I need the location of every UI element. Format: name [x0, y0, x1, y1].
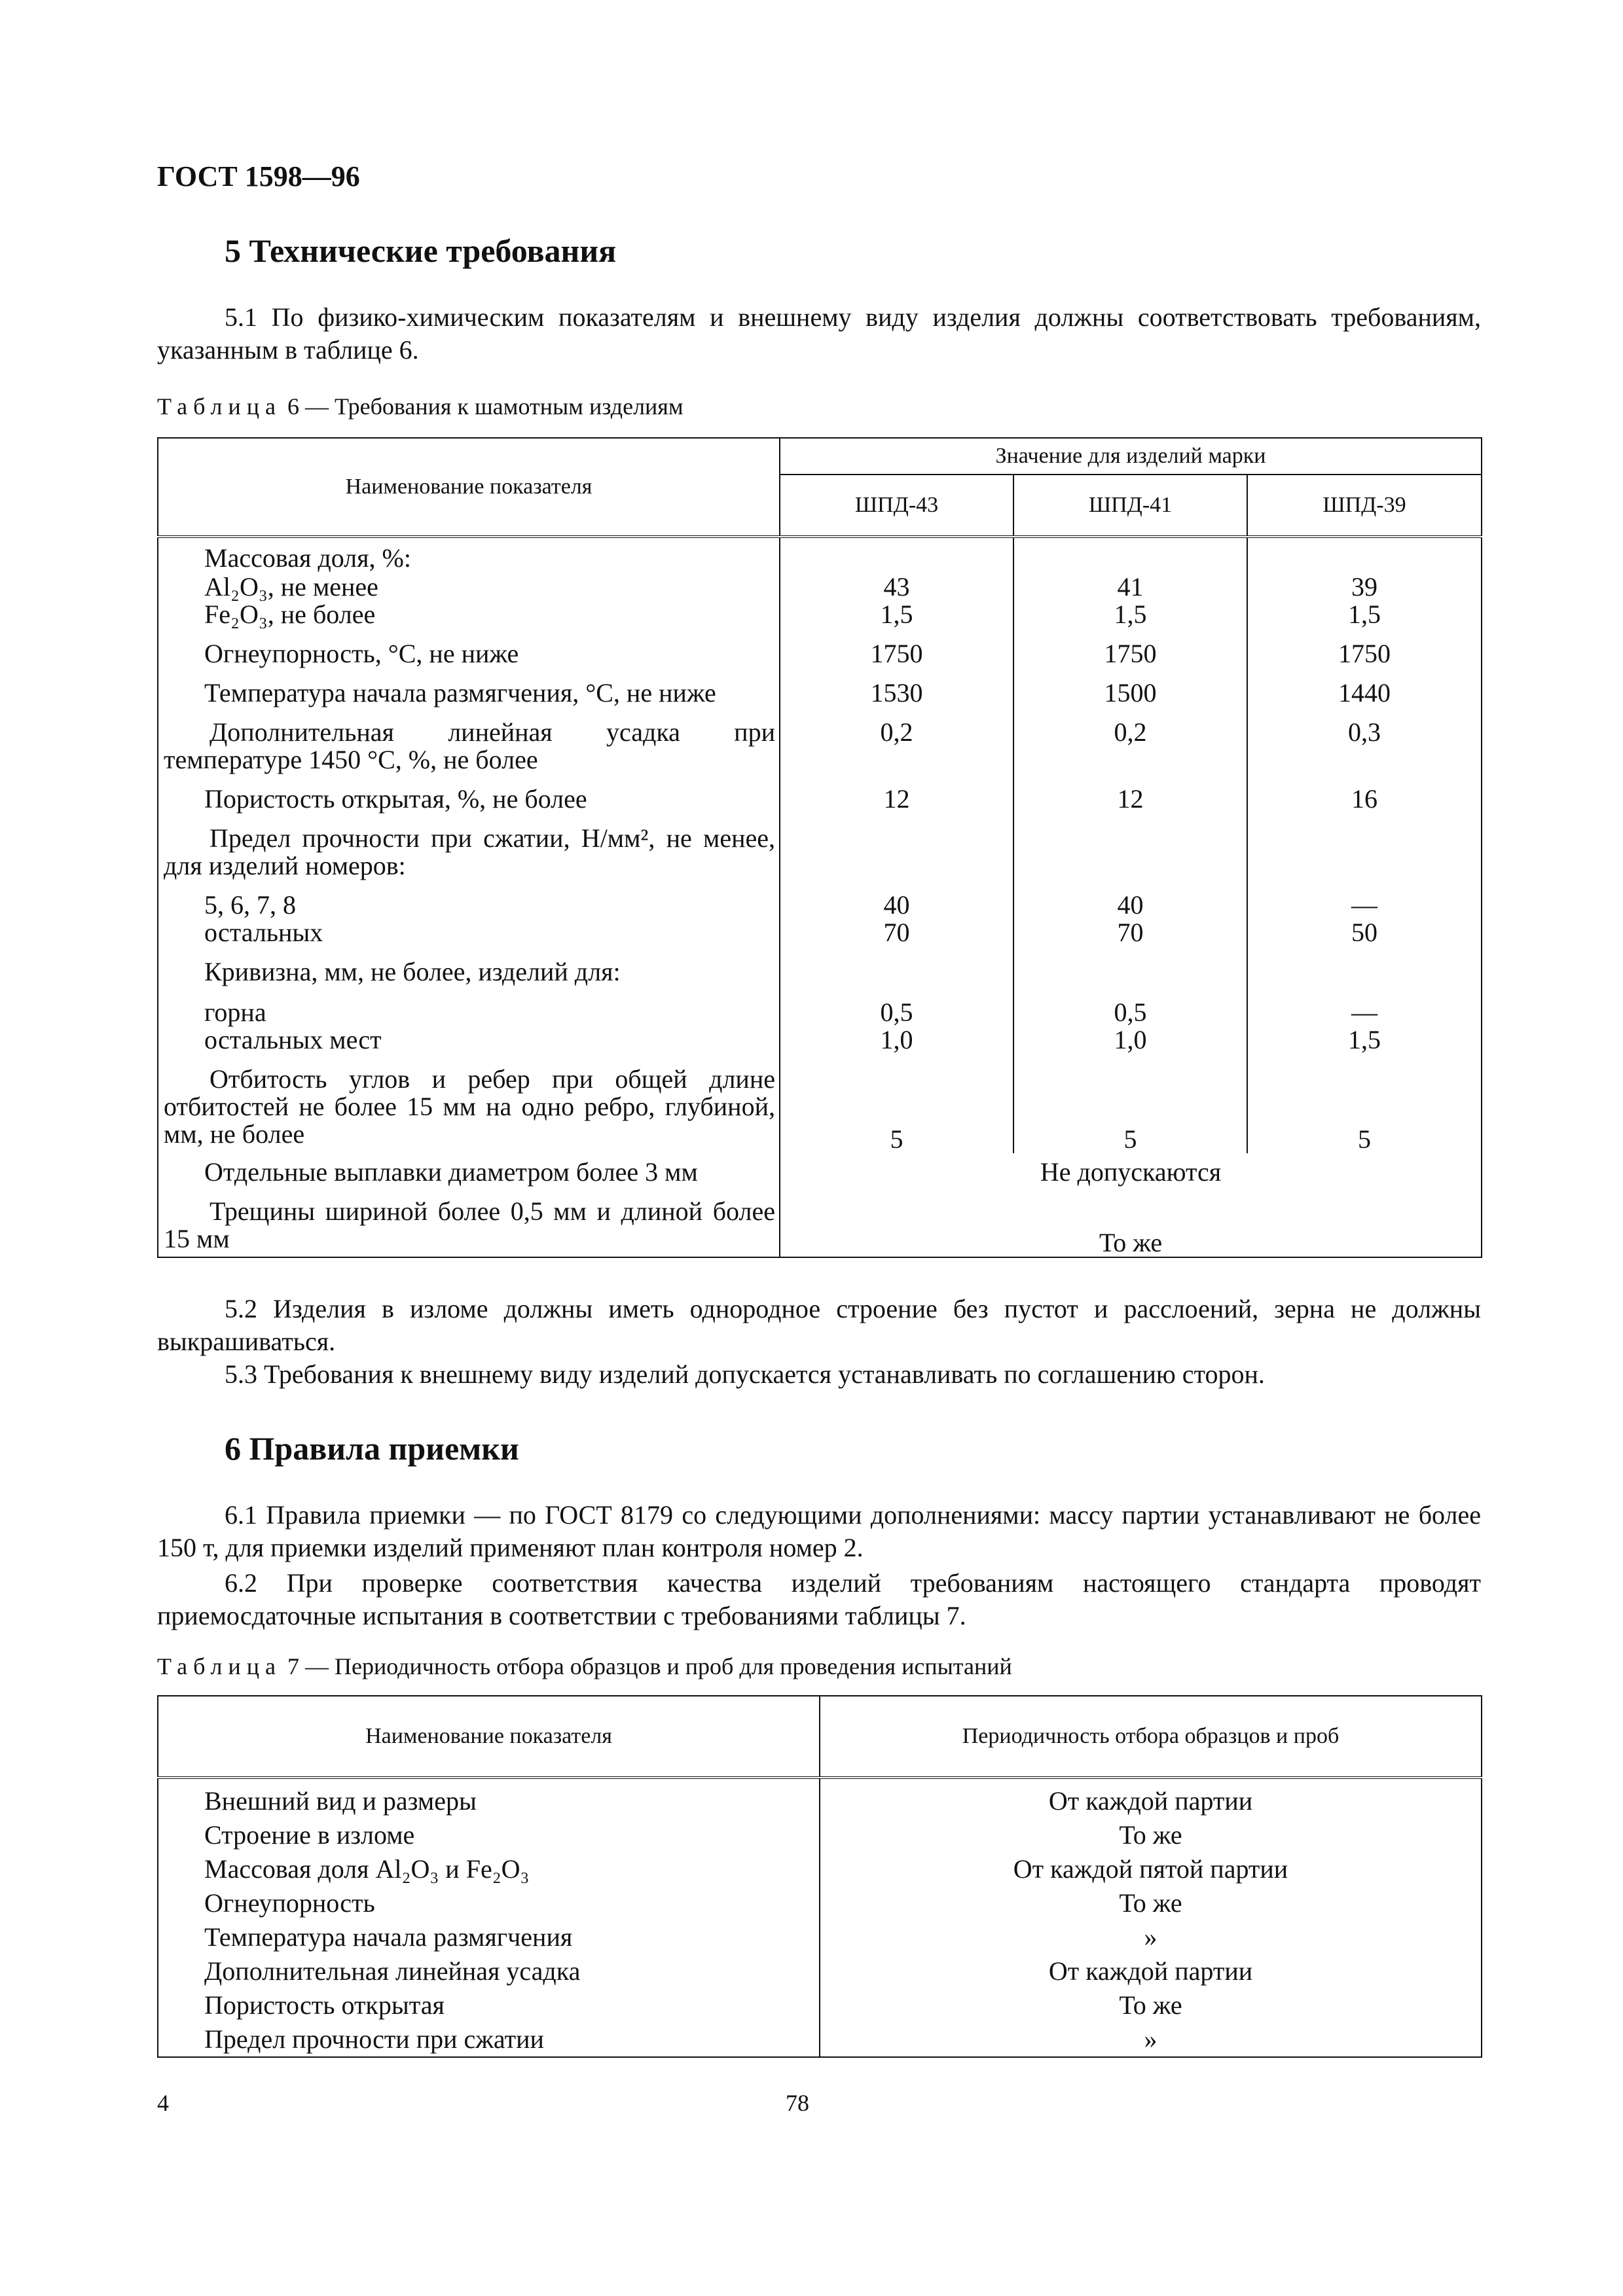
table-6-caption: [157, 393, 684, 420]
table-6-header-group: Значение для изделий марки: [780, 438, 1482, 475]
table-6-row-label: Кривизна, мм, не более, изделий для:: [158, 958, 780, 999]
paragraph-5-1: 5.1 По физико-химическим показателям и внешнему виду изделия должны соответствовать требованиям, указанным в таблице 6.: [157, 302, 1481, 365]
table-6-cell: 43: [780, 573, 1013, 601]
table-7-cell: »: [820, 1920, 1482, 1954]
table-7-cell: От каждой партии: [820, 1784, 1482, 1818]
table-6-header-name: Наименование показателя: [158, 438, 780, 537]
table-6-cell: 1530: [780, 679, 1013, 719]
table-6-row-label: Отбитость углов и ребер при общей длине отбитостей не более 15 мм на одно ребро, глубиной, мм, не более: [158, 1066, 780, 1153]
table-7-caption-word: Таблица: [157, 1653, 282, 1679]
table-7-cell: То же: [820, 1988, 1482, 2022]
table-row: [158, 1920, 1482, 1954]
table-row: [158, 1818, 1482, 1852]
table-6-cell: 5: [1013, 1066, 1247, 1153]
table-6-row-label: Предел прочности при сжатии, Н/мм², не менее, для изделий номеров:: [158, 825, 780, 891]
table-row: [158, 1988, 1482, 2022]
table-6-row-label: остальных мест: [158, 1026, 780, 1066]
table-6-header-col: ШПД-43: [780, 475, 1013, 537]
table-row: [158, 1954, 1482, 1988]
table-7-cell: От каждой пятой партии: [820, 1852, 1482, 1886]
table-7: [157, 1695, 1482, 2058]
table-6-cell-merged: То же: [780, 1198, 1482, 1257]
table-6-cell: 12: [1013, 785, 1247, 825]
table-6-row-label: Fe₂O₃, не более: [158, 601, 780, 640]
table-6-row-label: Дополнительная линейная усадка при температуре 1450 °С, %, не более: [158, 719, 780, 785]
table-6-cell: 1750: [1247, 640, 1482, 679]
table-6-cell: 41: [1013, 573, 1247, 601]
table-6-cell: 39: [1247, 573, 1482, 601]
table-6-cell: 1,5: [1247, 1026, 1482, 1066]
section-5-title: 5 Технические требования: [225, 232, 617, 269]
document-id: ГОСТ 1598—96: [157, 160, 360, 192]
table-6-cell: 40: [780, 891, 1013, 919]
table-7-cell: От каждой партии: [820, 1954, 1482, 1988]
table-7-header-period: Периодичность отбора образцов и проб: [820, 1696, 1482, 1778]
table-6-row-label: остальных: [158, 919, 780, 958]
paragraph-5-3: 5.3 Требования к внешнему виду изделий допускается устанавливать по соглашению сторон.: [225, 1359, 1265, 1389]
table-6-cell: 1,5: [1247, 601, 1482, 640]
table-6-cell: 70: [1013, 919, 1247, 958]
table-7-cell: »: [820, 2022, 1482, 2057]
table-6-cell: 0,3: [1247, 719, 1482, 785]
table-7-header-name: Наименование показателя: [158, 1696, 820, 1778]
table-7-row-label: Дополнительная линейная усадка: [158, 1954, 820, 1988]
section-6-title: 6 Правила приемки: [225, 1430, 519, 1467]
table-6-cell: 5: [1247, 1066, 1482, 1153]
table-6-cell: —: [1247, 999, 1482, 1026]
table-6-row-label: 5, 6, 7, 8: [158, 891, 780, 919]
table-6-row-label: Массовая доля, %:: [158, 545, 780, 573]
table-6-cell: 5: [780, 1066, 1013, 1153]
table-7-cell: То же: [820, 1818, 1482, 1852]
table-row: [158, 1784, 1482, 1818]
table-6-cell: 0,2: [1013, 719, 1247, 785]
table-7-row-label: Огнеупорность: [158, 1886, 820, 1920]
table-6-cell: 1500: [1013, 679, 1247, 719]
table-6-caption-text: 6 — Требования к шамотным изделиям: [287, 393, 684, 420]
table-7-row-label: Внешний вид и размеры: [158, 1784, 820, 1818]
table-row: [158, 2022, 1482, 2057]
table-6-cell: 0,5: [780, 999, 1013, 1026]
table-6-cell: 40: [1013, 891, 1247, 919]
table-7-caption-text: 7 — Периодичность отбора образцов и проб для проведения испытаний: [287, 1653, 1012, 1679]
table-6-cell: 50: [1247, 919, 1482, 958]
table-6-row-label: Отдельные выплавки диаметром более 3 мм: [158, 1153, 780, 1198]
table-6-cell: 12: [780, 785, 1013, 825]
table-row: [158, 1852, 1482, 1886]
table-6-cell-merged: Не допускаются: [780, 1153, 1482, 1198]
table-7-row-label: Температура начала размягчения: [158, 1920, 820, 1954]
table-6-cell: 1,0: [780, 1026, 1013, 1066]
table-6-row-label: Пористость открытая, %, не более: [158, 785, 780, 825]
table-6-row-label: Огнеупорность, °С, не ниже: [158, 640, 780, 679]
table-7-caption: [157, 1653, 1012, 1680]
page-number-left: 4: [157, 2090, 169, 2116]
table-6-cell: 1,5: [780, 601, 1013, 640]
table-6-cell: 1750: [1013, 640, 1247, 679]
table-6-row-label: Al₂O₃, не менее: [158, 573, 780, 601]
table-7-row-label: Пористость открытая: [158, 1988, 820, 2022]
table-6-cell: 0,5: [1013, 999, 1247, 1026]
table-6-cell: 1750: [780, 640, 1013, 679]
table-6-header-col: ШПД-41: [1013, 475, 1247, 537]
table-7-row-label: Предел прочности при сжатии: [158, 2022, 820, 2057]
table-6-cell: 1,0: [1013, 1026, 1247, 1066]
table-6-cell: 16: [1247, 785, 1482, 825]
table-6-row-label: Температура начала размягчения, °С, не ниже: [158, 679, 780, 719]
page-number-center: 78: [786, 2090, 809, 2116]
table-6-cell: 1,5: [1013, 601, 1247, 640]
table-6-cell: 0,2: [780, 719, 1013, 785]
paragraph-6-2: 6.2 При проверке соответствия качества изделий требованиям настоящего стандарта проводят приемосдаточные испытания в соответствии с требованиями таблицы 7.: [157, 1568, 1481, 1630]
table-6-cell: 70: [780, 919, 1013, 958]
table-7-row-label: Строение в изломе: [158, 1818, 820, 1852]
table-6-caption-word: Таблица: [157, 393, 282, 420]
paragraph-5-2: 5.2 Изделия в изломе должны иметь однородное строение без пустот и расслоений, зерна не должны выкрашиваться.: [157, 1294, 1481, 1356]
table-6: [157, 437, 1482, 1258]
table-6-row-label: Трещины шириной более 0,5 мм и длиной более 15 мм: [158, 1198, 780, 1257]
table-6-row-label: горна: [158, 999, 780, 1026]
table-row: [158, 1886, 1482, 1920]
table-7-row-label: Массовая доля Al₂O₃ и Fe₂O₃: [158, 1852, 820, 1886]
table-7-cell: То же: [820, 1886, 1482, 1920]
table-6-cell: 1440: [1247, 679, 1482, 719]
paragraph-6-1: 6.1 Правила приемки — по ГОСТ 8179 со следующими дополнениями: массу партии устанавливают не более 150 т, для приемки изделий применяют план контроля номер 2.: [157, 1500, 1481, 1562]
table-6-header-col: ШПД-39: [1247, 475, 1482, 537]
table-6-cell: —: [1247, 891, 1482, 919]
